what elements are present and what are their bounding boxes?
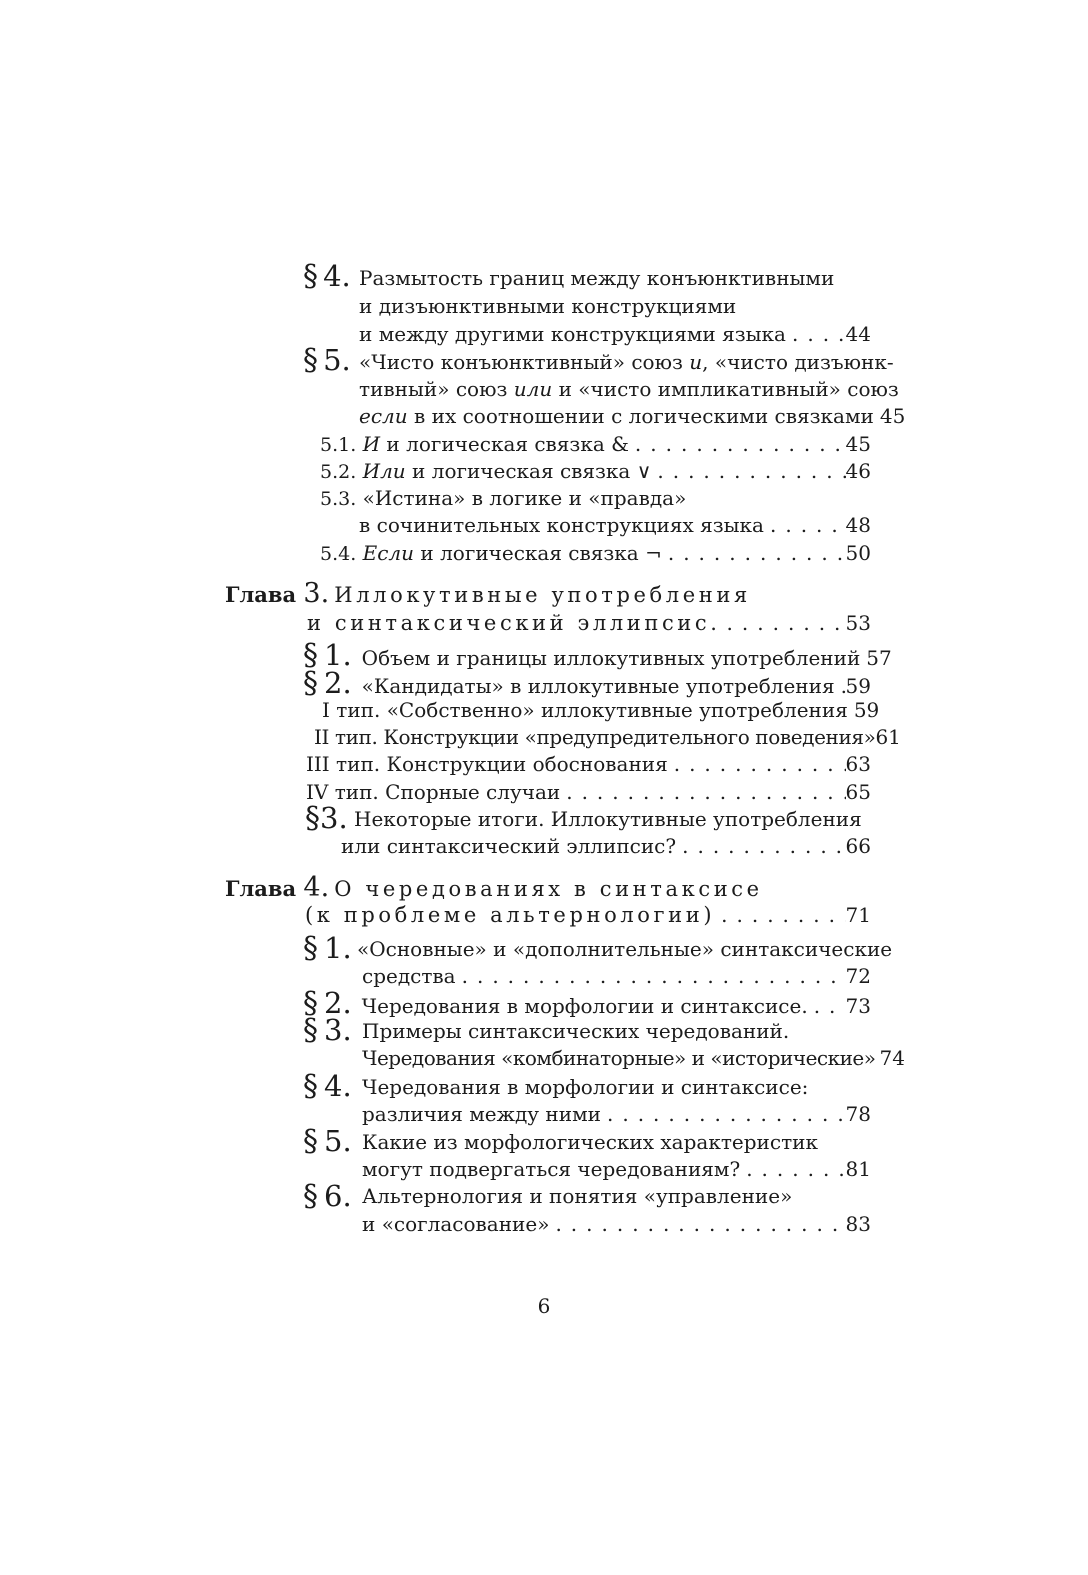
section-number: 1.	[324, 931, 352, 965]
toc-entry-text: Какие из морфологических характеристик	[362, 1130, 818, 1154]
text-run-italic: Или	[362, 459, 406, 483]
section-number: 4.	[324, 1069, 352, 1103]
chapter-label: Глава	[225, 582, 304, 607]
toc-entry-line	[320, 457, 871, 485]
chapter-number: 4.	[303, 872, 330, 903]
toc-entry-text: и дизъюнктивными конструкциями	[359, 294, 737, 318]
text-run: и «чисто импликативный» союз	[552, 377, 899, 401]
text-run: , «чисто дизъюнк-	[702, 350, 894, 374]
toc-entry-text: I тип. «Собственно» иллокутивные употребления	[322, 698, 848, 722]
toc-entry-line	[362, 1044, 905, 1072]
toc-entry-line	[314, 723, 901, 751]
text-run-italic: и	[689, 350, 703, 374]
chapter-title: (к проблеме альтернологии)	[305, 903, 716, 927]
page-ref: 53	[845, 611, 871, 635]
page-ref: 61	[875, 725, 901, 749]
section-sign: §	[303, 931, 318, 966]
text-run: тивный» союз	[359, 377, 514, 401]
section-number: 3.	[320, 801, 348, 835]
dot-leader	[676, 832, 845, 860]
page-ref: 45	[845, 432, 871, 456]
text-run: и логическая связка &	[380, 432, 629, 456]
section-number: 2.	[324, 666, 352, 700]
chapter-3-heading	[225, 580, 751, 608]
section-sign: §	[303, 1179, 318, 1214]
toc-entry-line	[359, 402, 906, 430]
dot-leader	[764, 511, 846, 539]
toc-entry-text: Примеры синтаксических чередований.	[362, 1019, 790, 1043]
toc-entry-text: и между другими конструкциями языка	[359, 322, 786, 346]
page-ref: 66	[845, 834, 871, 858]
subsection-number: 5.3.	[320, 488, 357, 510]
dot-leader	[629, 430, 846, 458]
dot-leader	[786, 320, 846, 348]
toc-entry-text: Размытость границ между конъюнктивными	[359, 266, 835, 290]
toc-entry-text: средства	[362, 964, 456, 988]
page-ref: 81	[845, 1157, 871, 1181]
toc-entry-text	[359, 348, 894, 376]
page-ref: 73	[845, 994, 871, 1018]
toc-entry-text	[359, 402, 874, 430]
toc-entry-text: «Основные» и «дополнительные» синтаксические	[357, 937, 893, 961]
toc-entry-line	[303, 986, 871, 1021]
section-3-heading	[305, 801, 348, 836]
toc-entry-line	[362, 1210, 871, 1238]
toc-entry-text: III тип. Конструкции обоснования	[306, 752, 668, 776]
toc-entry-text: Объем и границы иллокутивных употреблений	[361, 646, 861, 670]
subsection-number: 5.1.	[320, 434, 357, 456]
dot-leader	[456, 962, 846, 990]
subsection-number: 5.2.	[320, 461, 357, 483]
page-ref: 44	[845, 322, 871, 346]
page-ref: 50	[845, 541, 871, 565]
section-1-heading	[303, 931, 352, 966]
section-number: 1.	[324, 638, 352, 672]
toc-entry-text: Чередования в морфологии и синтаксисе.	[361, 994, 808, 1018]
toc-entry-text	[320, 539, 662, 568]
text-run-italic: если	[359, 404, 408, 428]
section-5-heading	[303, 343, 351, 378]
section-4-heading	[303, 259, 351, 294]
chapter-title: О чередованиях в синтаксисе	[334, 877, 763, 901]
dot-leader	[668, 750, 846, 778]
toc-entry-text: IV тип. Спорные случаи	[306, 780, 561, 804]
dot-leader	[662, 539, 846, 567]
toc-entry-line	[359, 320, 871, 348]
toc-entry-text: Альтернология и понятия «управление»	[362, 1184, 793, 1208]
chapter-title: Иллокутивные употребления	[334, 583, 751, 607]
toc-entry-text: «Кандидаты» в иллокутивные употребления	[361, 674, 835, 698]
chapter-title: и синтаксический эллипсис.	[307, 611, 721, 635]
section-5-heading	[303, 1124, 352, 1159]
section-sign: §	[303, 343, 318, 378]
text-run: «Чисто конъюнктивный» союз	[359, 350, 690, 374]
toc-entry-line	[306, 778, 871, 806]
toc-entry-text: или синтаксический эллипсис?	[341, 834, 677, 858]
text-run: в их соотношении с логическими связками	[407, 404, 874, 428]
page-ref: 74	[879, 1046, 905, 1070]
toc-entry-text: Чередования в морфологии и синтаксисе:	[362, 1075, 809, 1099]
dot-leader	[740, 1155, 845, 1183]
section-number: 5.	[323, 343, 351, 377]
section-sign: §	[303, 259, 318, 294]
section-number: 5.	[324, 1124, 352, 1158]
toc-entry-text: различия между ними	[362, 1102, 601, 1126]
toc-entry-line	[307, 609, 871, 637]
section-sign: §	[303, 1013, 318, 1048]
toc-entry-line	[362, 962, 871, 990]
page-ref: 71	[845, 903, 871, 927]
chapter-4-heading	[225, 874, 763, 902]
toc-entry-text	[320, 457, 651, 486]
section-number: 3.	[324, 1013, 352, 1047]
toc-entry-text	[359, 375, 899, 403]
dot-leader	[715, 901, 845, 929]
toc-entry-line	[320, 539, 871, 567]
page-ref: 48	[845, 513, 871, 537]
dot-leader	[651, 457, 845, 485]
toc-entry-line	[305, 901, 871, 929]
toc-entry-line	[362, 1100, 871, 1128]
dot-leader	[601, 1100, 846, 1128]
page-number: 6	[537, 1294, 551, 1318]
toc-entry-line	[320, 430, 871, 458]
toc-entry-text: II тип. Конструкции «предупредительного поведения»	[314, 725, 876, 749]
toc-entry-text: Некоторые итоги. Иллокутивные употребления	[354, 807, 862, 831]
toc-entry-line	[303, 638, 892, 673]
page-ref: 57	[866, 646, 892, 670]
chapter-number: 3.	[303, 578, 330, 609]
page-ref: 63	[845, 752, 871, 776]
page-ref: 59	[853, 698, 880, 722]
toc-entry-text: могут подвергаться чередованиям?	[362, 1157, 741, 1181]
section-sign: §	[303, 986, 318, 1021]
toc-entry-line	[341, 832, 871, 860]
toc-entry-text: Чередования «комбинаторные» и «исторические»	[362, 1046, 876, 1070]
section-number: 2.	[324, 986, 352, 1020]
toc-entry-text	[320, 430, 629, 459]
dot-leader	[808, 992, 846, 1020]
toc-entry-line	[359, 511, 871, 539]
section-sign: §	[303, 666, 318, 701]
toc-entry-line	[362, 1155, 871, 1183]
toc-entry-line	[306, 750, 871, 778]
text-run-italic: или	[513, 377, 553, 401]
section-sign: §	[305, 801, 320, 836]
section-number: 6.	[324, 1179, 352, 1213]
section-4-heading	[303, 1069, 352, 1104]
page-ref: 78	[845, 1102, 871, 1126]
text-run-italic: И	[362, 432, 381, 456]
text-run: и логическая связка ∨	[405, 459, 652, 483]
toc-entry-text: и «согласование»	[362, 1212, 550, 1236]
section-sign: §	[303, 1124, 318, 1159]
toc-entry-line	[303, 666, 871, 701]
text-run-italic: Если	[362, 541, 415, 565]
page-ref: 72	[845, 964, 871, 988]
subsection-number: 5.4.	[320, 543, 357, 565]
chapter-label: Глава	[225, 876, 304, 901]
toc-entry-line	[322, 696, 880, 724]
section-6-heading	[303, 1179, 352, 1214]
toc-entry-text	[320, 484, 686, 512]
section-3-heading	[303, 1013, 352, 1048]
page-ref: 45	[879, 404, 906, 428]
dot-leader	[549, 1210, 845, 1238]
page-ref: 46	[845, 459, 871, 483]
dot-leader	[721, 609, 846, 637]
section-number: 4.	[323, 259, 351, 293]
toc-entry-text: в сочинительных конструкциях языка	[359, 513, 764, 537]
section-sign: §	[303, 1069, 318, 1104]
text-run: и логическая связка ¬	[414, 541, 662, 565]
text-run: «Истина» в логике и «правда»	[362, 486, 687, 510]
page-ref: 65	[845, 780, 871, 804]
page-ref: 83	[845, 1212, 871, 1236]
dot-leader	[560, 778, 845, 806]
section-sign: §	[303, 638, 318, 673]
page-ref: 59	[845, 674, 871, 698]
